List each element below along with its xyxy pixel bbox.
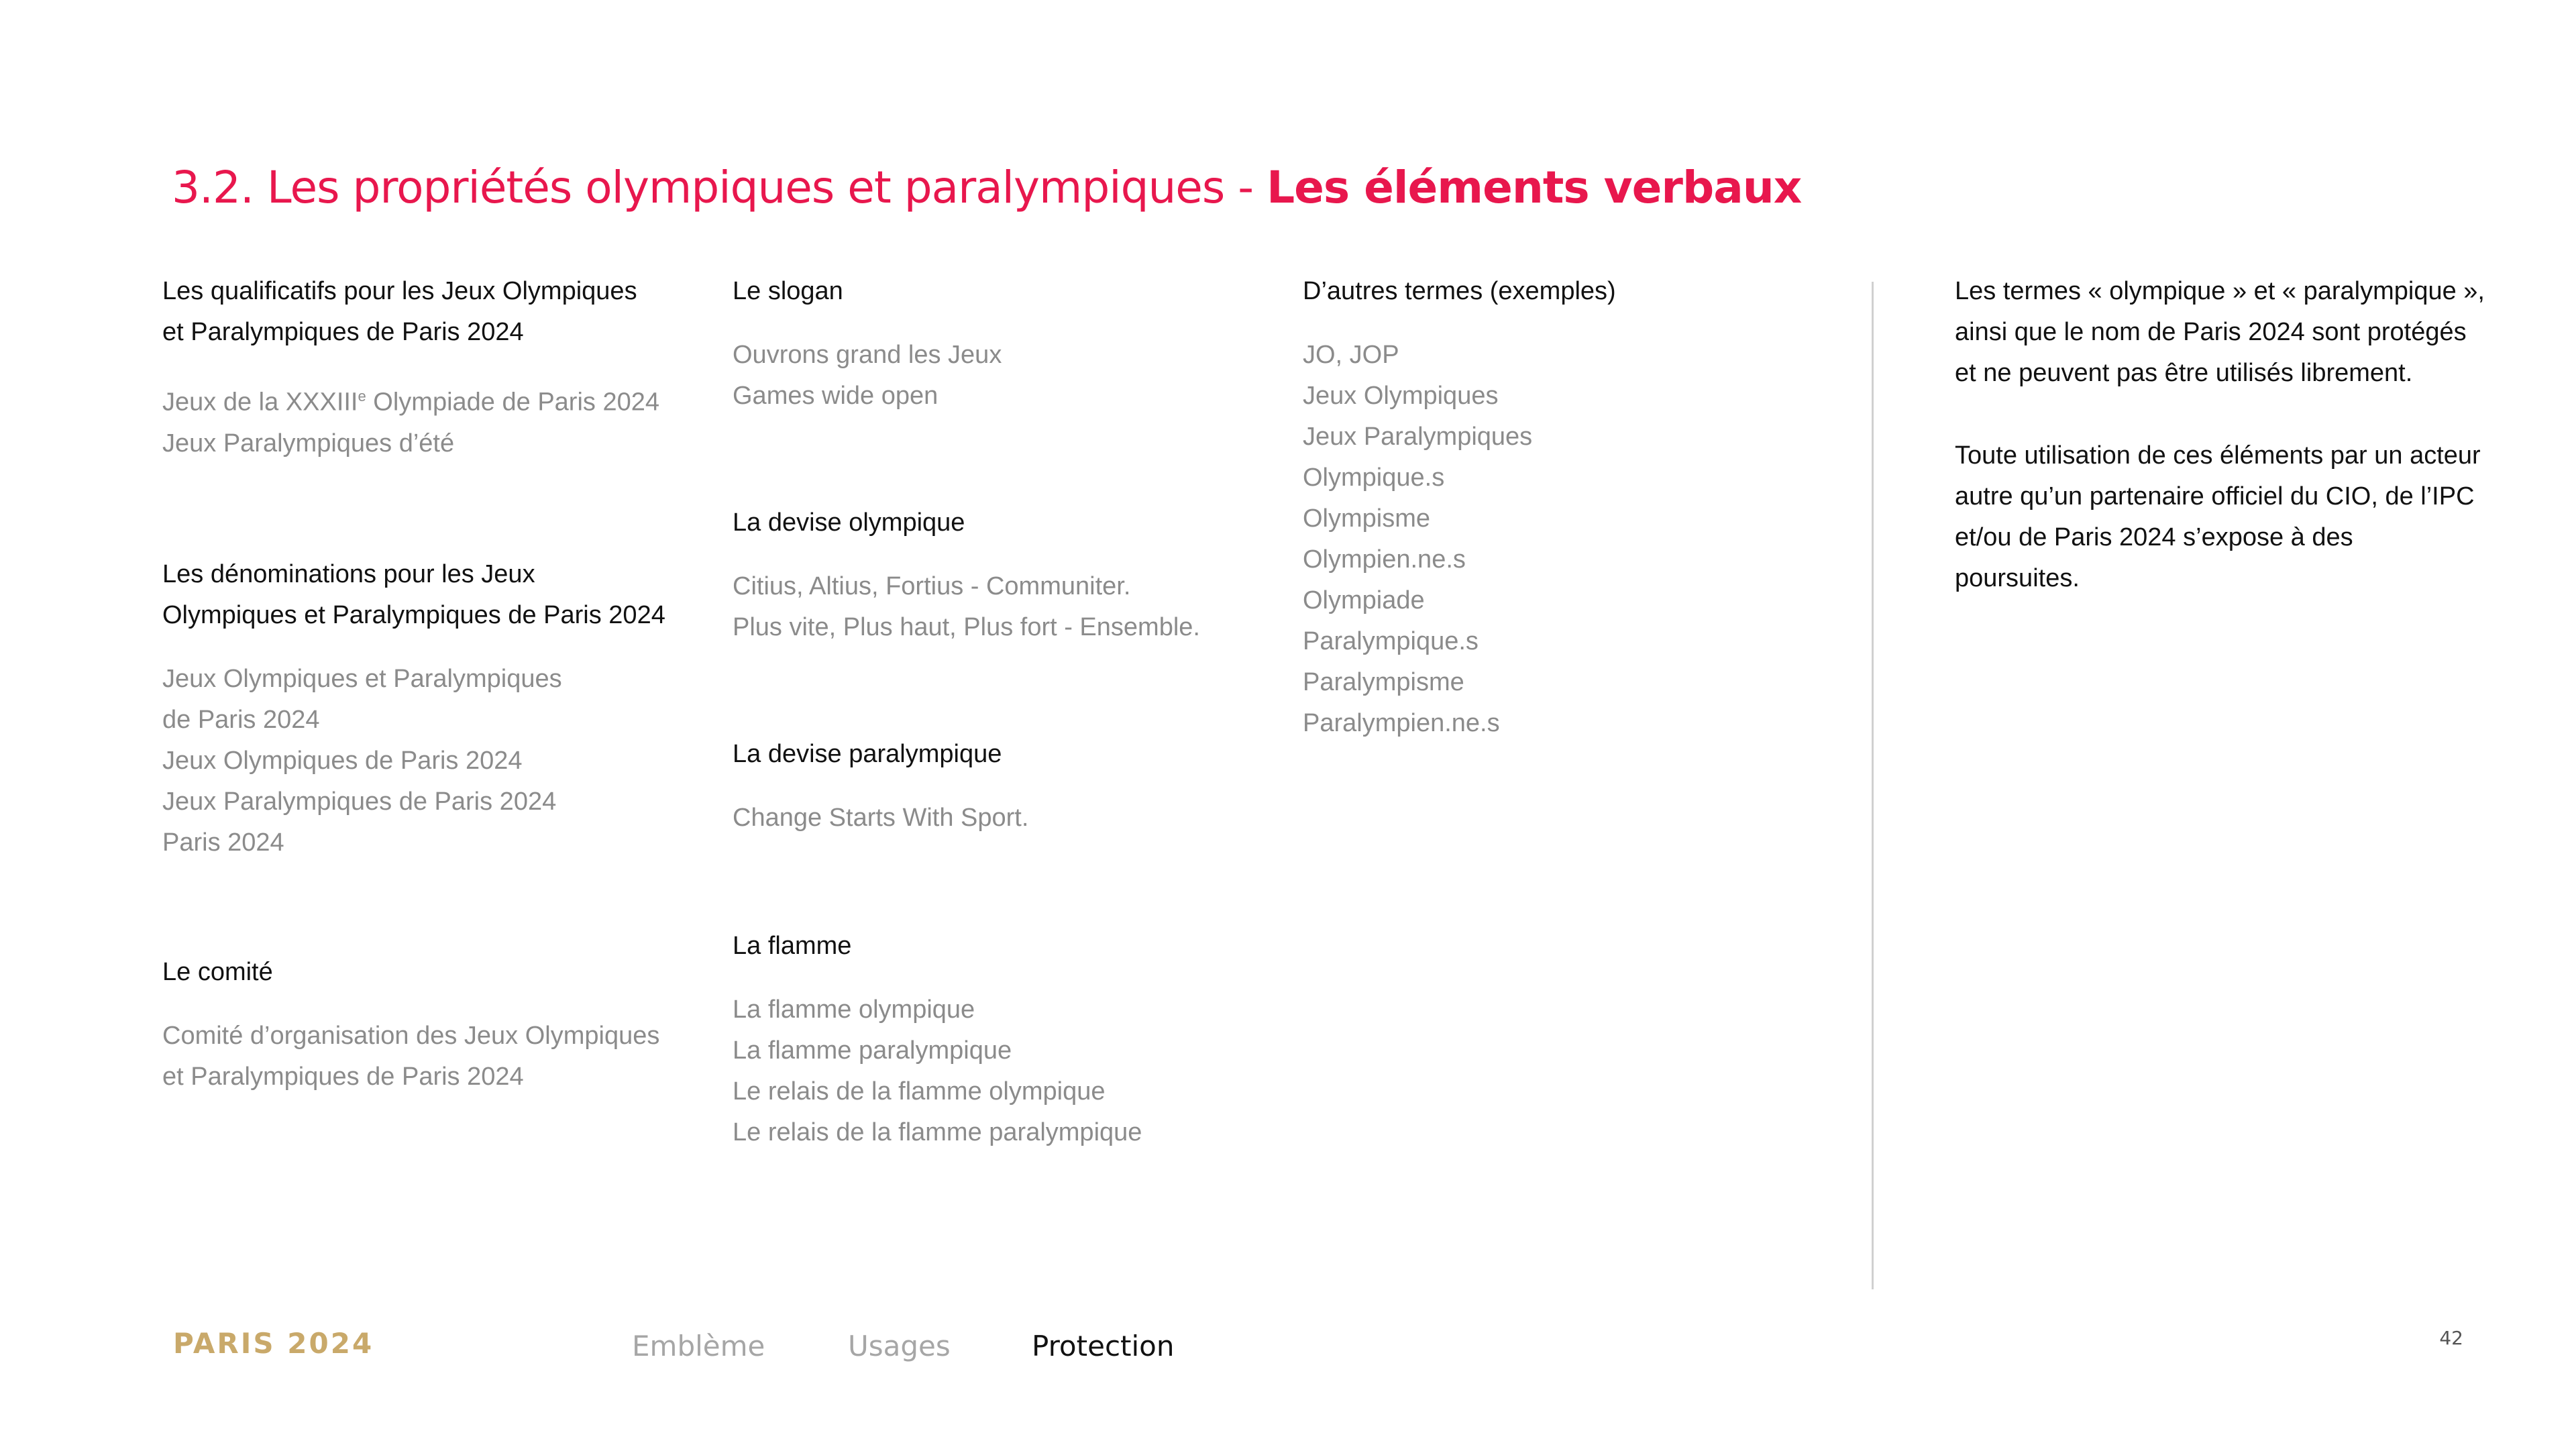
list-item: Olympisme [1303,504,1431,533]
list-item: Le relais de la flamme olympique [733,1077,1106,1106]
section-heading: La devise olympique [733,508,965,537]
list-item: Comité d’organisation des Jeux Olympiques et Paralympiques de Paris 2024 [162,1021,660,1091]
section-devise-paralympique [733,734,1242,839]
section-heading: D’autres termes (exemples) [1303,277,1616,305]
list-item: Olympien.ne.s [1303,545,1466,574]
column-other-terms [1303,271,1813,744]
list-item: Jeux Olympiques et Paralympiques [162,664,562,693]
page-title [172,161,1801,214]
list-item: Paralympisme [1303,668,1464,696]
section-heading: Les dénominations pour les Jeux Olympiques et Paralympiques de Paris 2024 [162,559,665,629]
list-item: Plus vite, Plus haut, Plus fort - Ensemble. [733,613,1200,641]
list-item: Olympiade [1303,586,1425,614]
list-item: La flamme paralympique [733,1036,1012,1065]
list-item: Citius, Altius, Fortius - Communiter. [733,572,1131,600]
list-item: Jeux Olympiques de Paris 2024 [162,746,523,775]
section-qualificatifs [162,271,672,464]
section-heading: Le slogan [733,277,843,305]
list-item: Games wide open [733,382,938,410]
list-item: La flamme olympique [733,996,975,1024]
section-devise-olympique [733,502,1242,648]
list-item: de Paris 2024 [162,705,320,734]
column-qualifiers [162,271,672,1097]
legal-paragraph: Les termes « olympique » et « paralympique », ainsi que le nom de Paris 2024 sont protégés et ne peuvent pas être utilisés librement. [1955,277,2485,387]
paris-2024-logo: PARIS 2024 [173,1327,374,1360]
section-slogan [733,271,1242,417]
list-item: Paralympien.ne.s [1303,709,1500,737]
section-flamme [733,926,1242,1153]
list-item: Jeux Paralympiques d’été [162,429,455,458]
page-number: 42 [2439,1327,2463,1349]
nav-link-protection[interactable]: Protection [1032,1330,1175,1362]
list-item: Olympique.s [1303,464,1445,492]
list-item: Jeux Paralympiques [1303,423,1533,451]
legal-paragraph: Toute utilisation de ces éléments par un acteur autre qu’un partenaire officiel du CIO, de l’IPC et/ou de Paris 2024 s’expose à des poursuites. [1955,441,2481,592]
list-item: Ouvrons grand les Jeux [733,341,1002,369]
column-legal-notice [1955,271,2485,599]
list-item: Jeux Olympiques [1303,382,1499,410]
list-item: Jeux Paralympiques de Paris 2024 [162,787,557,816]
section-heading: La devise paralympique [733,740,1002,768]
section-comite [162,952,672,1097]
column-slogans [733,271,1242,1153]
nav-link-usages[interactable]: Usages [848,1330,951,1362]
section-heading: La flamme [733,932,852,960]
list-item: Paralympique.s [1303,627,1479,655]
section-heading: Le comité [162,957,273,986]
list-item: Change Starts With Sport. [733,804,1029,832]
list-item: Le relais de la flamme paralympique [733,1118,1142,1146]
nav-link-embleme[interactable]: Emblème [632,1330,765,1362]
title-bold: Les éléments verbaux [1267,162,1802,213]
list-item: Jeux de la XXXIIIe Olympiade de Paris 2024 [162,388,659,417]
section-denominations [162,554,672,863]
list-item: Paris 2024 [162,828,284,857]
section-heading: Les qualificatifs pour les Jeux Olympiques et Paralympiques de Paris 2024 [162,277,637,346]
title-regular: 3.2. Les propriétés olympiques et paralympiques - [172,162,1267,213]
list-item: JO, JOP [1303,341,1399,369]
column-divider [1872,282,1874,1289]
